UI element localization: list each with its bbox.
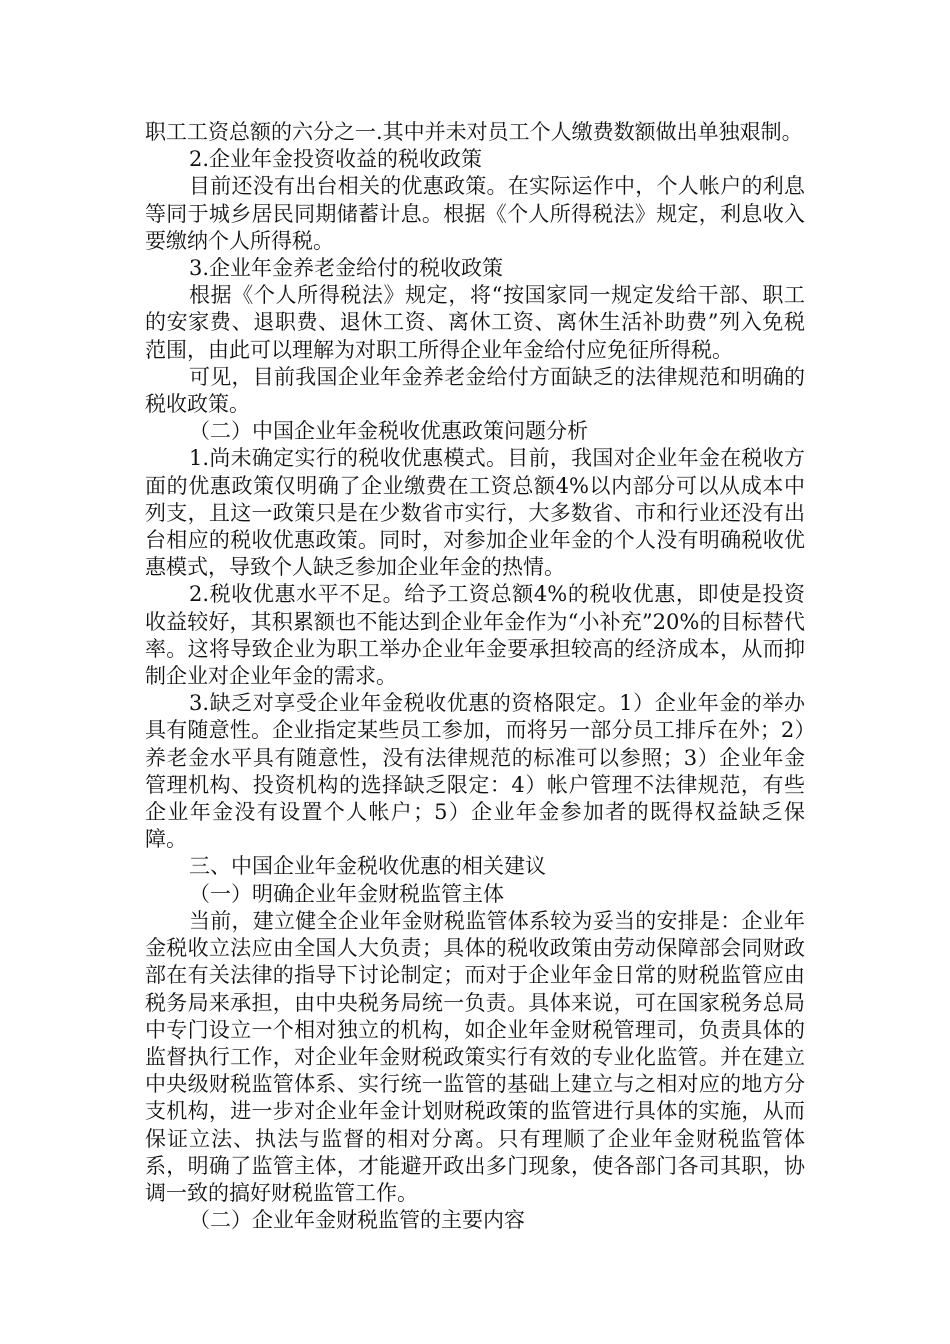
section-heading-pension-payment: 3.企业年金养老金给付的税收政策 (189, 256, 504, 281)
paragraph-supervision-subject: 当前，建立健全企业年金财税监管体系较为妥当的安排是：企业年金税收立法应由全国人大负责；具体的税收政策由劳动保障部会同财政部在有关法律的指导下讨论制定；而对于企业年金日常的财税监管应由税务局来承担，由中央税务局统一负责。具体来说，可在国家税务总局中专门设立一个相对独立的机构，如企业年金财税管理司，负责具体的监督执行工作，对企业年金财税政策实行有效的专业化监管。并在建立中央级财税监管体系、实行统一监管的基础上建立与之相对应的地方分支机构，进一步对企业年金计划财税政策的监管进行具体的实施，从而保证立法、执法与监督的相对分离。只有理顺了企业年金财税监管体系，明确了监管主体，才能避开政出多门现象，使各部门各司其职，协调一致的搞好财税监管工作。 (145, 908, 805, 1205)
section-heading-investment-income: 2.企业年金投资收益的税收政策 (189, 147, 483, 172)
paragraph-conclusion: 可见，目前我国企业年金养老金给付方面缺乏的法律规范和明确的税收政策。 (145, 364, 805, 417)
paragraph-investment-income: 目前还没有出台相关的优惠政策。在实际运作中，个人帐户的利息等同于城乡居民同期储蓄计息。根据《个人所得税法》规定，利息收入要缴纳个人所得税。 (145, 174, 805, 253)
document-page (145, 119, 805, 1234)
subsection-heading-supervision-subject: （一）明确企业年金财税监管主体 (189, 881, 504, 906)
subsection-heading-supervision-content: （二）企业年金财税监管的主要内容 (189, 1208, 525, 1233)
section-heading-problem-analysis: （二）中国企业年金税收优惠政策问题分析 (189, 419, 588, 444)
paragraph-problem-3: 3.缺乏对享受企业年金税收优惠的资格限定。1）企业年金的举办具有随意性。企业指定某些员工参加，而将另一部分员工排斥在外；2）养老金水平具有随意性，没有法律规范的标准可以参照；3）企业年金管理机构、投资机构的选择缺乏限定：4）帐户管理不法律规范，有些企业年金没有设置个人帐户；5）企业年金参加者的既得权益缺乏保障。 (145, 691, 805, 852)
paragraph-pension-payment: 根据《个人所得税法》规定，将“按国家同一规定发给干部、职工的安家费、退职费、退休工资、离休工资、离休生活补助费”列入免税范围，由此可以理解为对职工所得企业年金给付应免征所得税。 (145, 283, 805, 362)
paragraph-continuation: 职工工资总额的六分之一.其中并未对员工个人缴费数额做出单独艰制。 (145, 120, 803, 144)
section-heading-recommendations: 三、中国企业年金税收优惠的相关建议 (189, 854, 546, 879)
paragraph-problem-2: 2.税收优惠水平不足。给予工资总额4%的税收优惠，即使是投资收益较好，其积累额也不能达到企业年金作为“小补充”20%的目标替代率。这将导致企业为职工举办企业年金要承担较高的经济成本，从而抑制企业对企业年金的需求。 (145, 582, 805, 689)
paragraph-problem-1: 1.尚未确定实行的税收优惠模式。目前，我国对企业年金在税收方面的优惠政策仅明确了企业缴费在工资总额4%以内部分可以从成本中列支，且这一政策只是在少数省市实行，大多数省、市和行业还没有出台相应的税收优惠政策。同时，对参加企业年金的个人没有明确税收优惠模式，导致个人缺乏参加企业年金的热情。 (145, 446, 805, 580)
